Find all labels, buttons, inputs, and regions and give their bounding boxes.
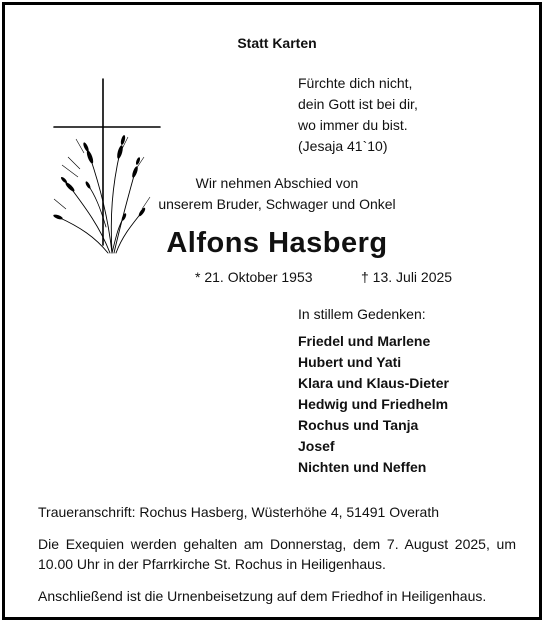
obituary-notice <box>2 2 542 620</box>
urn-burial-info: Anschließend ist die Urnenbeisetzung auf dem Friedhof in Heiligenhaus. <box>38 588 487 604</box>
family-item: Klara und Klaus-Dieter <box>298 375 449 391</box>
family-item: Hedwig und Friedhelm <box>298 396 449 412</box>
family-item: Hubert und Yati <box>298 354 402 370</box>
intro-line: unserem Bruder, Schwager und Onkel <box>158 196 396 212</box>
bible-verse <box>298 73 418 157</box>
mourning-label: In stillem Gedenken: <box>298 306 426 322</box>
birth-date: * 21. Oktober 1953 <box>195 269 313 285</box>
verse-line: dein Gott ist bei dir, <box>298 96 418 112</box>
family-item: Nichten und Neffen <box>298 459 427 475</box>
deceased-name: Alfons Hasberg <box>166 227 388 259</box>
mourning-address: Traueranschrift: Rochus Hasberg, Wüsterhöhe 4, 51491 Overath <box>38 504 440 520</box>
family-list <box>298 331 449 478</box>
funeral-service-info: Die Exequien werden gehalten am Donnerstag, dem 7. August 2025, um 10.00 Uhr in der Pfarrkirche St. Rochus in Heiligenhaus. <box>38 536 516 572</box>
verse-line: wo immer du bist. <box>298 117 408 133</box>
header-text: Statt Karten <box>237 35 317 51</box>
verse-line: Fürchte dich nicht, <box>298 75 413 91</box>
intro-text <box>5 173 549 215</box>
family-item: Josef <box>298 438 335 454</box>
verse-line: (Jesaja 41`10) <box>298 138 388 154</box>
family-item: Friedel und Marlene <box>298 333 431 349</box>
family-item: Rochus und Tanja <box>298 417 419 433</box>
death-date: † 13. Juli 2025 <box>361 269 453 285</box>
intro-line: Wir nehmen Abschied von <box>195 175 359 191</box>
